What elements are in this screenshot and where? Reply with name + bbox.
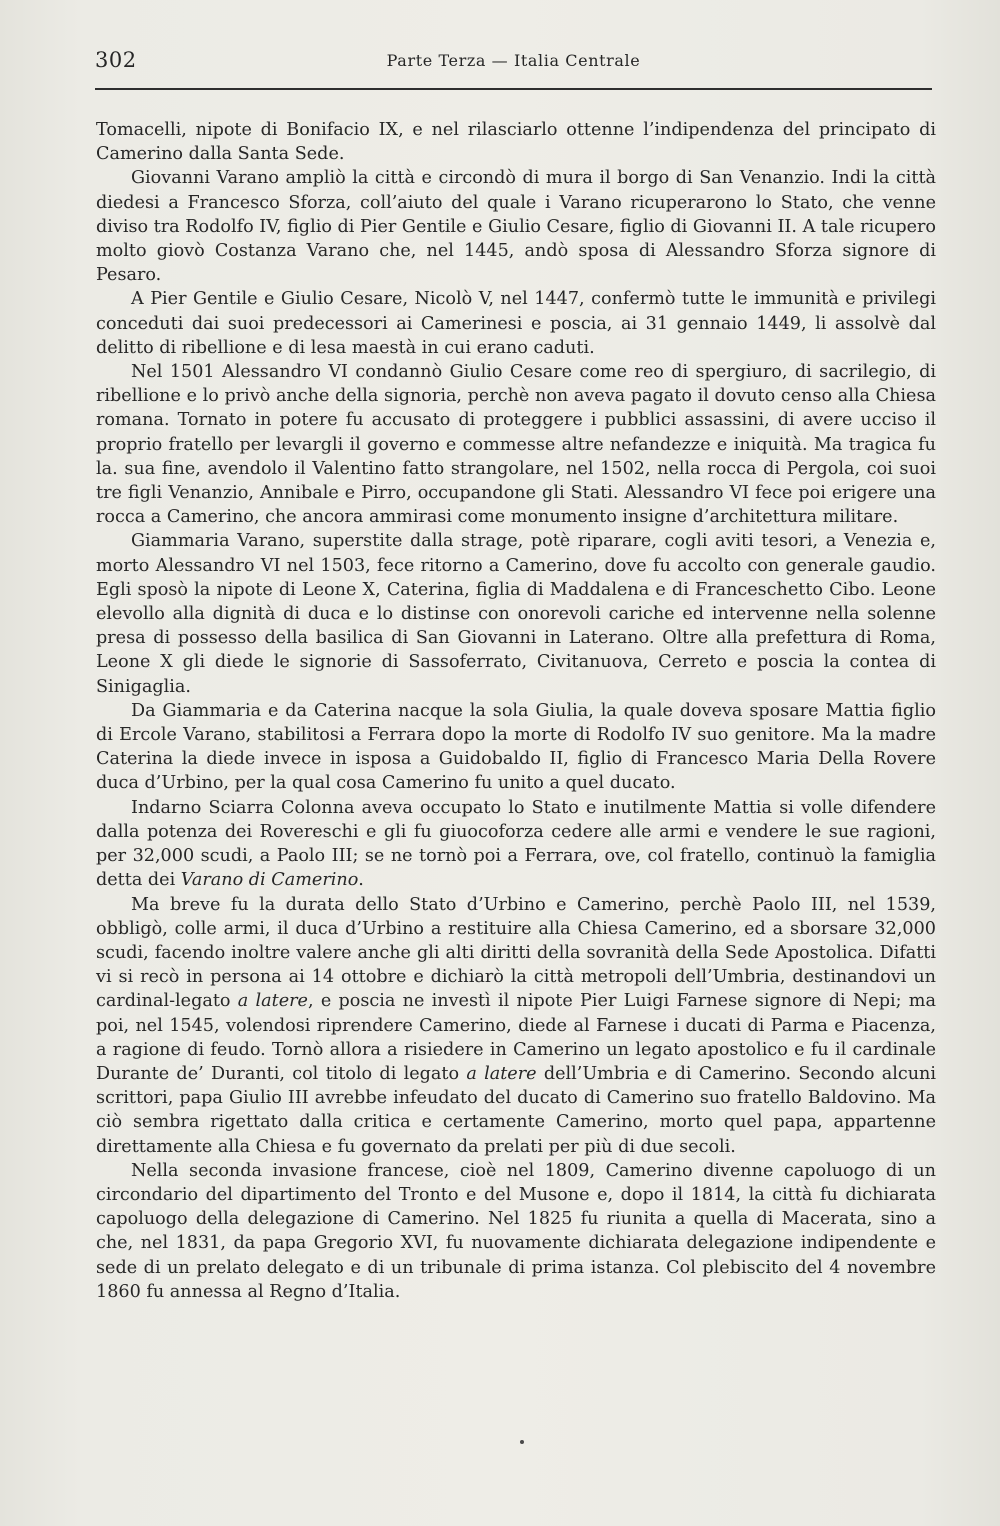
paragraph-2: Giovanni Varano ampliò la città e circondò di mura il borgo di San Venanzio. Indi la città diedesi a Francesco Sforza, coll’aiuto del quale i Varano ricuperarono lo Stato, che venne diviso tra Rodolfo IV, figlio di Pier Gentile e Giulio Cesare, figlio di Giovanni II. A tale ricupero molto giovò Costanza Varano che, nel 1445, andò sposa di Alessandro Sforza signore di Pesaro. [96,168,936,286]
paragraph-6: Da Giammaria e da Caterina nacque la sola Giulia, la quale doveva sposare Mattia figlio di Ercole Varano, stabilitosi a Ferrara dopo la morte di Rodolfo IV suo genitore. Ma la madre Caterina la diede invece in isposa a Guidobaldo II, figlio di Francesco Maria Della Rovere duca d’Urbino, per la qual cosa Camerino fu unito a quel ducato. [96,700,936,794]
paragraph-5: Giammaria Varano, superstite dalla strage, potè riparare, cogli aviti tesori, a Venezia e, morto Alessandro VI nel 1503, fece ritorno a Camerino, dove fu accolto con generale gaudio. Egli sposò la nipote di Leone X, Caterina, figlia di Maddalena e di Franceschetto Cibo. Leone elevollo alla dignità di duca e lo distinse con onorevoli cariche ed intervenne nella solenne presa di possesso della basilica di San Giovanni in Laterano. Oltre alla prefettura di Roma, Leone X gli diede le signorie di Sassoferrato, Civitanuova, Cerreto e poscia la contea di Sinigaglia. [96,531,936,697]
paragraph-8 [96,893,936,1159]
header-rule [95,88,932,90]
paragraph-3: A Pier Gentile e Giulio Cesare, Nicolò V, nel 1447, confermò tutte le immunità e privilegi conceduti dai suoi predecessori ai Camerinesi e poscia, ai 31 gennaio 1449, li assolvè dal delitto di ribellione e di lesa maestà in cui erano caduti. [96,289,936,358]
running-title: Parte Terza — Italia Centrale [386,51,641,70]
paragraph-8-italic-1: a latere [237,991,308,1012]
paragraph-7 [96,796,936,893]
paragraph-9: Nella seconda invasione francese, cioè nel 1809, Camerino divenne capoluogo di un circondario del dipartimento del Tronto e del Musone e, dopo il 1814, la città fu dichiarata capoluogo della delegazione di Camerino. Nel 1825 fu riunita a quella di Macerata, sino a che, nel 1831, da papa Gregorio XVI, fu nuovamente dichiarata delegazione indipendente e sede di un prelato delegato e di un tribunale di prima istanza. Col plebiscito del 4 novembre 1860 fu annessa al Regno d’Italia. [96,1160,936,1302]
paragraph-8-text-1: Ma breve fu la durata dello Stato d’Urbino e Camerino, perchè Paolo III, nel 1539, obbligò, colle armi, il duca d’Urbino a restituire alla Chiesa Camerino, ed a sborsare 32,000 scudi, facendo inoltre valere anche gli alti diritti della sovranità della Sede Apostolica. Difatti vi si recò in persona ai 14 ottobre e dichiarò la città metropoli dell’Umbria, destinandovi un cardinal-legato [96,894,936,1012]
paragraph-8-italic-2: a latere [466,1063,537,1084]
paragraph-4: Nel 1501 Alessandro VI condannò Giulio Cesare come reo di spergiuro, di sacrilegio, di ribellione e lo privò anche della signoria, perchè non aveva pagato il dovuto censo alla Chiesa romana. Tornato in potere fu accusato di proteggere i pubblici assassini, di avere ucciso il proprio fratello per levargli il governo e commesse altre nefandezze e iniquità. Ma tragica fu la. sua fine, avendolo il Valentino fatto strangolare, nel 1502, nella rocca di Pergola, coi suoi tre figli Venanzio, Annibale e Pirro, occupandone gli Stati. Alessandro VI fece poi erigere una rocca a Camerino, che ancora ammirasi come monumento insigne d’architettura militare. [96,362,936,528]
paragraph-8-text-3: dell’Umbria e di Camerino. Secondo alcuni scrittori, papa Giulio III avrebbe infeudato del ducato di Camerino suo fratello Baldovino. Ma ciò sembra rigettato dalla critica e certamente Camerino, morto quel papa, appartenne direttamente alla Chiesa e fu governato da prelati per più di due secoli. [96,1063,937,1157]
paragraph-7-italic: Varano di Camerino [180,870,359,891]
page-number: 302 [95,48,137,72]
body-text [96,118,936,1304]
print-mark [520,1440,524,1444]
paragraph-7-end: . [358,870,364,891]
paragraph-1: Tomacelli, nipote di Bonifacio IX, e nel rilasciarlo ottenne l’indipendenza del principato di Camerino dalla Santa Sede. [96,120,936,165]
running-head [95,48,932,78]
paragraph-8-text-2: , e poscia ne investì il nipote Pier Luigi Farnese signore di Nepi; ma poi, nel 1545, volendosi riprendere Camerino, diede al Farnese i ducati di Parma e Piacenza, a ragione di feudo. Tornò allora a risiedere in Camerino un legato apostolico e fu il cardinale Durante de’ Duranti, col titolo di legato [96,991,936,1084]
paragraph-7-text: Indarno Sciarra Colonna aveva occupato lo Stato e inutilmente Mattia si volle difendere dalla potenza dei Rovereschi e gli fu giuocoforza cedere alle armi e vendere le sue ragioni, per 32,000 scudi, a Paolo III; se ne tornò poi a Ferrara, ove, col fratello, continuò la famiglia detta dei [96,797,936,891]
